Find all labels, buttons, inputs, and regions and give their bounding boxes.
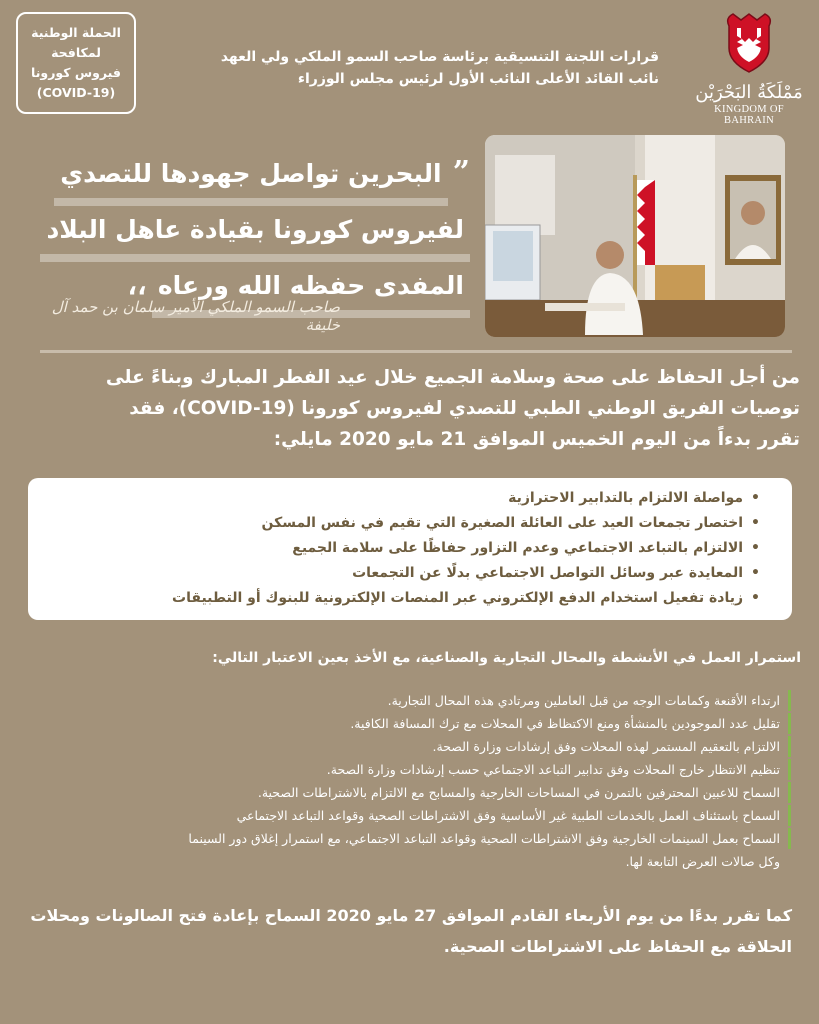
- header-line-2: نائب القائد الأعلى النائب الأول لرئيس مجلس الوزراء: [297, 71, 659, 87]
- rule-item: السماح للاعبين المحترفين بالتمرن في المساحات الخارجية والمسابح مع الالتزام بالاشتراطات الصحية.: [11, 782, 791, 803]
- footer-note: [20, 900, 792, 962]
- rules-list: [11, 690, 791, 874]
- rule-item: تنظيم الانتظار خارج المحلات وفق تدابير التباعد الاجتماعي حسب إرشادات وزارة الصحة.: [11, 759, 791, 780]
- rule-item-continuation: وكل صالات العرض التابعة لها.: [625, 854, 780, 869]
- campaign-line-1: الحملة الوطنية: [31, 25, 121, 40]
- rule-item: تقليل عدد الموجودين بالمنشأة ومنع الاكتظاظ في المحلات مع ترك المسافة الكافية.: [11, 713, 791, 734]
- divider: [40, 350, 792, 353]
- measure-item: • زيادة تفعيل استخدام الدفع الإلكتروني عبر المنصات الإلكترونية للبنوك أو التطبيقات: [28, 586, 760, 611]
- quote-line-1: البحرين تواصل جهودها للتصدي: [54, 150, 447, 206]
- bahrain-crest-icon: [723, 12, 775, 74]
- measures-box: [28, 478, 792, 620]
- logo-english-text: KINGDOM OF BAHRAIN: [714, 104, 784, 126]
- footer-line-1: كما تقرر بدءًا من يوم الأربعاء القادم الموافق 27 مايو 2020 السماح بإعادة فتح الصالونات ومحلات: [30, 906, 792, 925]
- measure-item: • الالتزام بالتباعد الاجتماعي وعدم التزاور حفاظًا على سلامة الجميع: [28, 536, 760, 561]
- kingdom-logo: [693, 12, 805, 126]
- quote-block: [40, 150, 470, 318]
- footer-line-2: الحلاقة مع الحفاظ على الاشتراطات الصحية.: [443, 937, 792, 956]
- intro-line-3: تقرر بدءاً من اليوم الخميس الموافق 21 مايو 2020 مايلي:: [273, 429, 800, 450]
- quote-line-3: المفدى حفظه الله ورعاه: [152, 262, 470, 318]
- header-title: [139, 46, 659, 90]
- intro-line-1: من أجل الحفاظ على صحة وسلامة الجميع خلال عيد الفطر المبارك وبناءً على: [105, 367, 800, 388]
- rule-item: الالتزام بالتعقيم المستمر لهذه المحلات وفق إرشادات وزارة الصحة.: [11, 736, 791, 757]
- campaign-line-4: (COVID-19): [36, 85, 116, 100]
- header-line-1: قرارات اللجنة التنسيقية برئاسة صاحب السمو الملكي ولي العهد: [220, 49, 659, 65]
- quote-line-2: لفيروس كورونا بقيادة عاهل البلاد: [40, 206, 470, 262]
- rule-item: ارتداء الأقنعة وكمامات الوجه من قبل العاملين ومرتادي هذه المحال التجارية.: [11, 690, 791, 711]
- intro-paragraph: [30, 362, 800, 455]
- meeting-photo: [485, 135, 785, 337]
- campaign-badge: [16, 12, 136, 114]
- rule-item: السماح باستئناف العمل بالخدمات الطبية غير الأساسية وفق الاشتراطات الصحية وقواعد التباعد الاجتماعي: [11, 805, 791, 826]
- campaign-line-2: لمكافحة: [51, 45, 101, 60]
- continuation-title: استمرار العمل في الأنشطة والمحال التجارية والصناعية، مع الأخذ بعين الاعتبار التالي:: [212, 650, 801, 666]
- signature: صاحب السمو الملكي الأمير سلمان بن حمد آل خليفة: [51, 298, 340, 334]
- intro-line-2: توصيات الفريق الوطني الطبي للتصدي لفيروس كورونا (COVID-19)، فقد: [129, 398, 800, 419]
- measure-item: • اختصار تجمعات العيد على العائلة الصغيرة التي تقيم في نفس المسكن: [28, 511, 760, 536]
- meeting-photo-illustration: [485, 135, 785, 337]
- quote-open-mark: ”: [452, 155, 470, 190]
- measures-list: [28, 486, 778, 611]
- measure-item: • مواصلة الالتزام بالتدابير الاحترازية: [28, 486, 760, 511]
- logo-arabic-text: مَمْلَكَةُ البَحْرَيْن: [695, 82, 803, 103]
- measure-item: • المعايدة عبر وسائل التواصل الاجتماعي بدلًا عن التجمعات: [28, 561, 760, 586]
- campaign-line-3: فيروس كورونا: [31, 65, 121, 80]
- rule-item: السماح بعمل السينمات الخارجية وفق الاشتراطات الصحية وقواعد التباعد الاجتماعي، مع استمرار إغلاق دور السينما: [11, 828, 791, 849]
- quote-close-mark: ،،: [127, 267, 147, 302]
